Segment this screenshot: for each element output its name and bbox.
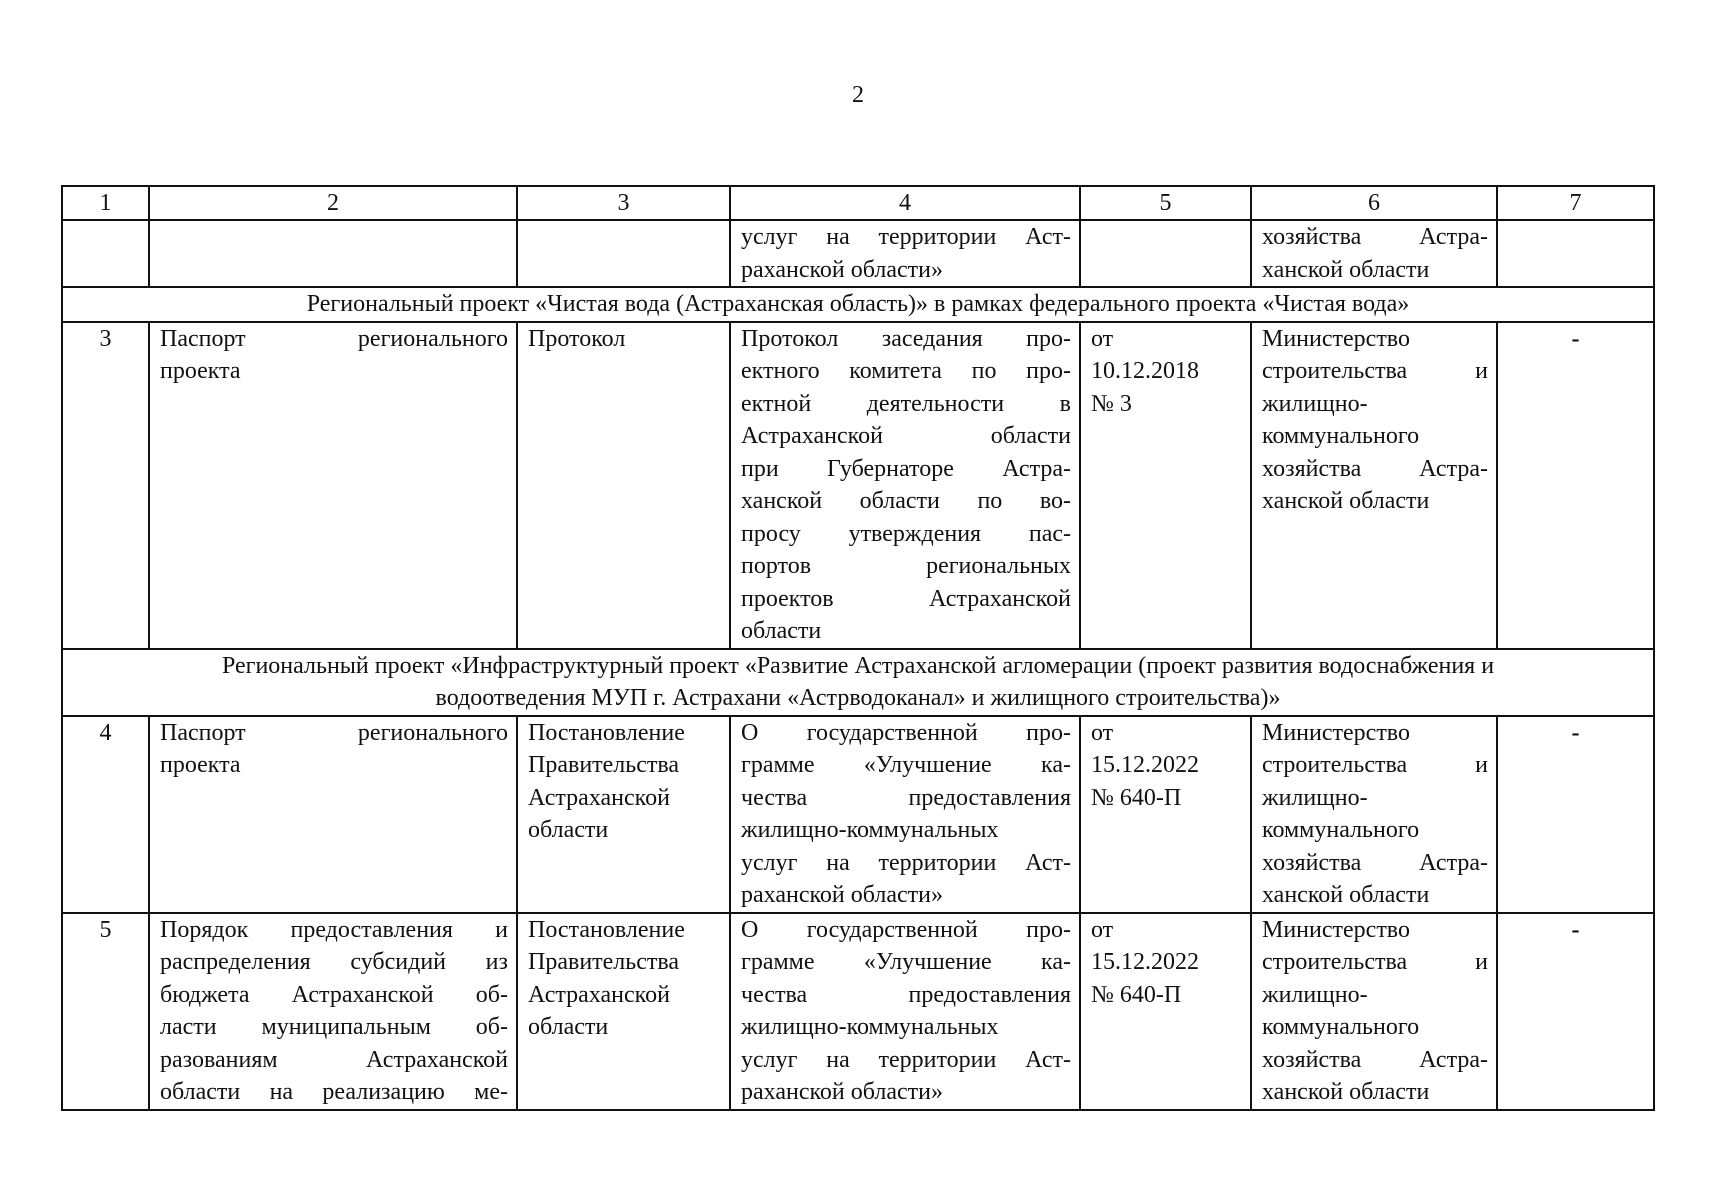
text-line: хозяйства Астра- <box>1262 849 1488 876</box>
text-line: О государственной про- <box>741 916 1071 943</box>
cell-act-title <box>730 716 1080 913</box>
text-line: просу утверждения пас- <box>741 520 1071 547</box>
cell-num: 4 <box>62 716 149 913</box>
text-line: области <box>528 817 609 843</box>
text-line: Правительства <box>528 949 680 975</box>
cell-num <box>62 220 149 287</box>
text-line: коммунального <box>1262 817 1420 843</box>
cell-responsible <box>1251 220 1497 287</box>
text-line: Паспорт регионального <box>160 325 508 352</box>
section-row <box>62 287 1654 322</box>
cell-note: - <box>1497 322 1654 649</box>
text-line: 10.12.2018 <box>1091 358 1199 384</box>
text-line: жилищно- <box>1262 981 1368 1008</box>
text-line: Министерство <box>1262 325 1410 352</box>
text-line: хозяйства Астра- <box>1262 1046 1488 1073</box>
column-header: 4 <box>730 186 1080 220</box>
text-line: при Губернаторе Астра- <box>741 455 1071 482</box>
text-line: бюджета Астраханской об- <box>160 981 508 1008</box>
cell-act-type <box>517 220 730 287</box>
cell-note: - <box>1497 716 1654 913</box>
text-line: услуг на территории Аст- <box>741 849 1071 876</box>
text-line: распределения субсидий из <box>160 949 508 975</box>
text-line: жилищно-коммунальных <box>741 817 999 843</box>
cell-responsible <box>1251 322 1497 649</box>
text-line: раханской области» <box>741 1079 943 1105</box>
section-title <box>62 287 1654 322</box>
cell-act-type <box>517 322 730 649</box>
cell-responsible <box>1251 913 1497 1110</box>
section-row <box>62 649 1654 716</box>
text-line: строительства и <box>1262 358 1488 384</box>
text-line: ласти муниципальным об- <box>160 1014 508 1040</box>
text-line: № 3 <box>1091 390 1132 417</box>
text-line: Протокол <box>528 325 626 352</box>
cell-act-type <box>517 716 730 913</box>
text-line: чества предоставления <box>741 784 1071 811</box>
text-line: услуг на территории Аст- <box>741 224 1071 250</box>
text-line: строительства и <box>1262 752 1488 778</box>
text-line: грамме «Улучшение ка- <box>741 949 1071 975</box>
text-line: Региональный проект «Инфраструктурный проект «Развитие Астраханской агломерации (проект развития водоснабжения и <box>221 652 1495 679</box>
text-line: от <box>1091 325 1114 352</box>
text-line: № 640-П <box>1091 784 1182 811</box>
column-header: 5 <box>1080 186 1251 220</box>
text-line: жилищно- <box>1262 784 1368 811</box>
text-line: грамме «Улучшение ка- <box>741 752 1071 778</box>
text-line: области <box>528 1014 609 1040</box>
cell-act-date <box>1080 913 1251 1110</box>
page-number: 2 <box>852 82 864 108</box>
cell-act-title <box>730 913 1080 1110</box>
text-line: ектного комитета по про- <box>741 358 1071 384</box>
table-row <box>62 220 1654 287</box>
text-line: ханской области <box>1262 1079 1430 1105</box>
cell-act-date <box>1080 716 1251 913</box>
text-line: Министерство <box>1262 916 1410 943</box>
text-line: Астраханской <box>528 981 670 1008</box>
text-line: Астраханской <box>528 784 670 811</box>
text-line: ектной деятельности в <box>741 390 1071 417</box>
text-line: 15.12.2022 <box>1091 752 1199 778</box>
text-line: строительства и <box>1262 949 1488 975</box>
text-line: ханской области по во- <box>741 488 1071 514</box>
text-line: Астраханской области <box>741 423 1071 449</box>
cell-responsible <box>1251 716 1497 913</box>
text-line: коммунального <box>1262 1014 1420 1040</box>
text-line: раханской области» <box>741 882 943 908</box>
cell-act-title <box>730 220 1080 287</box>
text-line: водоотведения МУП г. Астрахани «Астрводоканал» и жилищного строительства)» <box>435 685 1281 711</box>
text-line: портов региональных <box>741 553 1071 579</box>
document-table <box>61 185 1655 1111</box>
text-line: Порядок предоставления и <box>160 916 508 943</box>
text-line: ханской области <box>1262 488 1430 514</box>
text-line: Постановление <box>528 916 685 943</box>
column-number-row <box>62 186 1654 220</box>
table-row <box>62 322 1654 649</box>
cell-document-type <box>149 716 517 913</box>
cell-document-type <box>149 913 517 1110</box>
text-line: чества предоставления <box>741 981 1071 1008</box>
cell-document-type <box>149 322 517 649</box>
text-line: Протокол заседания про- <box>741 325 1071 352</box>
cell-act-date <box>1080 322 1251 649</box>
section-title <box>62 649 1654 716</box>
column-header: 7 <box>1497 186 1654 220</box>
column-header: 1 <box>62 186 149 220</box>
cell-document-type <box>149 220 517 287</box>
column-header: 6 <box>1251 186 1497 220</box>
text-line: хозяйства Астра- <box>1262 224 1488 250</box>
cell-act-title <box>730 322 1080 649</box>
text-line: Постановление <box>528 719 685 746</box>
text-line: жилищно-коммунальных <box>741 1014 999 1040</box>
text-line: ханской области <box>1262 882 1430 908</box>
table-row <box>62 913 1654 1110</box>
cell-num: 5 <box>62 913 149 1110</box>
column-header: 2 <box>149 186 517 220</box>
text-line: коммунального <box>1262 423 1420 449</box>
cell-num: 3 <box>62 322 149 649</box>
text-line: проектов Астраханской <box>741 585 1071 612</box>
text-line: проекта <box>160 752 241 778</box>
cell-act-type <box>517 913 730 1110</box>
text-line: услуг на территории Аст- <box>741 1046 1071 1073</box>
text-line: хозяйства Астра- <box>1262 455 1488 482</box>
text-line: 15.12.2022 <box>1091 949 1199 975</box>
text-line: Паспорт регионального <box>160 719 508 746</box>
text-line: жилищно- <box>1262 390 1368 417</box>
column-header: 3 <box>517 186 730 220</box>
text-line: О государственной про- <box>741 719 1071 746</box>
text-line: Министерство <box>1262 719 1410 746</box>
text-line: области <box>741 618 822 644</box>
text-line: проекта <box>160 358 241 384</box>
text-line: № 640-П <box>1091 981 1182 1008</box>
text-line: от <box>1091 719 1114 746</box>
text-line: раханской области» <box>741 256 943 283</box>
table-row <box>62 716 1654 913</box>
cell-note <box>1497 220 1654 287</box>
text-line: ханской области <box>1262 256 1430 283</box>
cell-note: - <box>1497 913 1654 1110</box>
text-line: Региональный проект «Чистая вода (Астраханская область)» в рамках федерального проекта «Чистая вода» <box>306 291 1410 317</box>
cell-act-date <box>1080 220 1251 287</box>
text-line: разованиям Астраханской <box>160 1046 508 1073</box>
text-line: области на реализацию ме- <box>160 1079 508 1105</box>
text-line: от <box>1091 916 1114 943</box>
text-line: Правительства <box>528 752 680 778</box>
